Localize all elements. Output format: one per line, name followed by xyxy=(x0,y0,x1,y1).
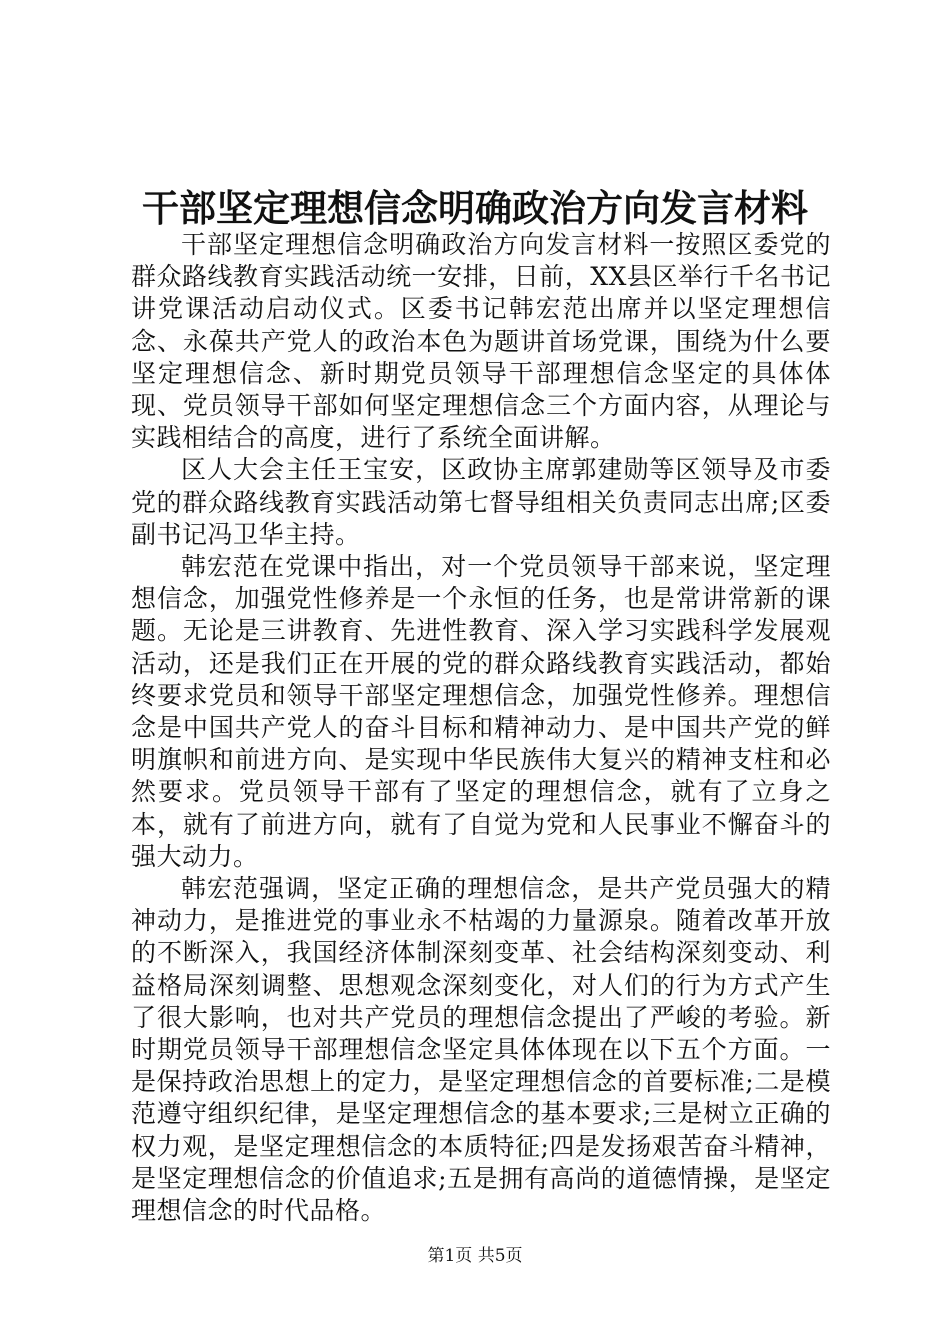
page-number-footer: 第1页 共5页 xyxy=(427,1246,523,1266)
paragraph-2: 区人大会主任王宝安，区政协主席郭建勋等区领导及市委党的群众路线教育实践活动第七督导组相关负责同志出席;区委副书记冯卫华主持。 xyxy=(131,455,831,549)
document-body xyxy=(131,229,831,1227)
paragraph-1: 干部坚定理想信念明确政治方向发言材料一按照区委党的群众路线教育实践活动统一安排，日前，XX县区举行千名书记讲党课活动启动仪式。区委书记韩宏范出席并以坚定理想信念、永葆共产党人的政治本色为题讲首场党课，围绕为什么要坚定理想信念、新时期党员领导干部理想信念坚定的具体体现、党员领导干部如何坚定理想信念三个方面内容，从理论与实践相结合的高度，进行了系统全面讲解。 xyxy=(131,230,831,453)
paragraph-3: 韩宏范在党课中指出，对一个党员领导干部来说，坚定理想信念，加强党性修养是一个永恒的任务，也是常讲常新的课题。无论是三讲教育、先进性教育、深入学习实践科学发展观活动，还是我们正在开展的党的群众路线教育实践活动，都始终要求党员和领导干部坚定理想信念，加强党性修养。理想信念是中国共产党人的奋斗目标和精神动力、是中国共产党的鲜明旗帜和前进方向、是实现中华民族伟大复兴的精神支柱和必然要求。党员领导干部有了坚定的理想信念，就有了立身之本，就有了前进方向，就有了自觉为党和人民事业不懈奋斗的强大动力。 xyxy=(131,552,831,871)
document-title: 干部坚定理想信念明确政治方向发言材料 xyxy=(142,186,808,230)
paragraph-4: 韩宏范强调，坚定正确的理想信念，是共产党员强大的精神动力，是推进党的事业永不枯竭的力量源泉。随着改革开放的不断深入，我国经济体制深刻变革、社会结构深刻变动、利益格局深刻调整、思想观念深刻变化，对人们的行为方式产生了很大影响，也对共产党员的理想信念提出了严峻的考验。新时期党员领导干部理想信念坚定具体体现在以下五个方面。一是保持政治思想上的定力，是坚定理想信念的首要标准;二是模范遵守组织纪律，是坚定理想信念的基本要求;三是树立正确的权力观，是坚定理想信念的本质特征;四是发扬艰苦奋斗精神，是坚定理想信念的价值追求;五是拥有高尚的道德情操，是坚定理想信念的时代品格。 xyxy=(131,874,831,1226)
